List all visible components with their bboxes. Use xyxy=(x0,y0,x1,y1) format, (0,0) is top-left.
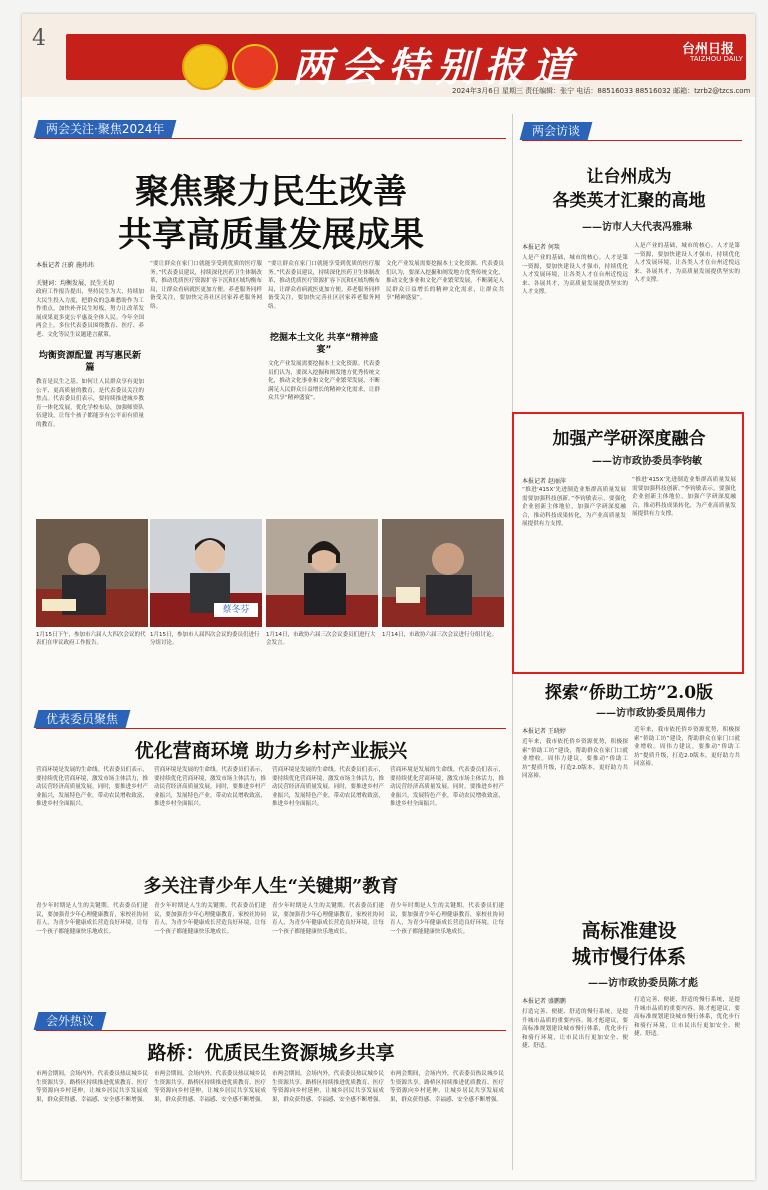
article-2-title: 加强产学研深度融合 xyxy=(552,429,706,449)
article-3-title: 探索“侨助工坊”2.0版 xyxy=(544,683,714,703)
article-2-subtitle: ——访市政协委员李钧敏 xyxy=(592,456,702,467)
cppcc-emblem-icon xyxy=(232,44,278,90)
article-column: “要让群众在家门口就能享受到优质的医疗服务。”代表委员建议，持续深化医药卫生体制改革，推动优质医疗资源扩容下沉和区域均衡布局，让群众看病就医更加方便。养老服务同样备受关注，要加快完善社区居家养老服务网络。 xyxy=(150,261,262,310)
article-column: 近年来，我市依托侨乡资源优势，积极探索“侨助工坊”建设，帮助群众在家门口就业增收。周伟力建议，要推动“侨助工坊”提质升级，打造2.0版本，更好助力共同富裕。 xyxy=(634,727,740,768)
article-column: 营商环境是发展的生命线。代表委员们表示，要持续优化营商环境，激发市场主体活力，推动民营经济高质量发展。同时，要推进乡村产业振兴，发展特色产业，带动农民增收致富，推进乡村全面振兴。 xyxy=(390,767,504,808)
article-column: 打造完善、便捷、舒适的慢行系统，是提升城市品质的重要内容。陈才彪建议，要高标准规划建设城市慢行体系，优化步行和骑行环境，让市民出行更加安全、便捷、舒适。 xyxy=(634,997,740,1038)
name-card: 蔡冬芬 xyxy=(214,603,258,617)
section-divider xyxy=(36,138,506,139)
article-column: 市两会期间，会场内外，代表委员热议城乡民生资源共享。路桥区持续推进优质教育、医疗等资源向乡村延伸，让城乡居民共享发展成果，群众获得感、幸福感、安全感不断增强。 xyxy=(272,1071,384,1103)
article-4-subtitle: ——访市政协委员陈才彪 xyxy=(588,978,698,989)
article-column: 青少年时期是人生的关键期。代表委员们建议，要加强青少年心理健康教育，家校社协同育人，为青少年健康成长营造良好环境，让每一个孩子都能健康快乐地成长。 xyxy=(390,903,504,935)
national-emblem-icon xyxy=(182,44,228,90)
headline-1: 聚焦聚力民生改善 xyxy=(135,172,407,212)
article-column: 文化产业发展需要挖掘本土文化资源。代表委员们认为，要深入挖掘和阐发地方优秀传统文化，推动文化事业和文化产业繁荣发展，不断满足人民群众日益增长的精神文化需求，让群众共享“精神盛宴”。 xyxy=(386,261,504,302)
headline-3: 优化营商环境 助力乡村产业振兴 xyxy=(134,740,408,762)
photo-4 xyxy=(382,519,504,627)
paper-name-en: TAIZHOU DAILY xyxy=(690,55,743,63)
photo-2 xyxy=(150,519,262,627)
article-1-title-1: 让台州成为 xyxy=(586,167,672,187)
article-column: 市两会期间，会场内外，代表委员热议城乡民生资源共享。路桥区持续推进优质教育、医疗等资源向乡村延伸，让城乡居民共享发展成果，群众获得感、幸福感、安全感不断增强。 xyxy=(390,1071,504,1103)
photo-caption: 1月14日，市政协六届三次会议委员们进行大会发言。 xyxy=(266,632,376,646)
photo-caption: 1月15日下午，参加市六届人大四次会议的代表们在审议政府工作报告。 xyxy=(36,632,146,646)
article-4-title-1: 高标准建设 xyxy=(581,920,677,942)
headline-5: 路桥：优质民生资源城乡共享 xyxy=(147,1042,395,1064)
masthead-title: 两会特别报道 xyxy=(292,44,580,91)
article-column: 市两会期间，会场内外，代表委员热议城乡民生资源共享。路桥区持续推进优质教育、医疗等资源向乡村延伸，让城乡居民共享发展成果，群众获得感、幸福感、安全感不断增强。 xyxy=(36,1071,148,1103)
article-column: “推进‘415X’先进制造业集群高质量发展需要加强科技创新。”李钧敏表示，要强化企业创新主体地位，加强产学研深度融合，推动科技成果转化，为产业高质量发展提供有力支撑。 xyxy=(522,487,626,528)
article-column: 青少年时期是人生的关键期。代表委员们建议，要加强青少年心理健康教育，家校社协同育人，为青少年健康成长营造良好环境，让每一个孩子都能健康快乐地成长。 xyxy=(36,903,148,935)
article-3-subtitle: ——访市政协委员周伟力 xyxy=(596,708,706,719)
article-column: 打造完善、便捷、舒适的慢行系统，是提升城市品质的重要内容。陈才彪建议，要高标准规划建设城市慢行体系，优化步行和骑行环境，让市民出行更加安全、便捷、舒适。 xyxy=(522,1009,628,1050)
paper-name: 台州日报 xyxy=(682,42,735,57)
article-1-subtitle: ——访市人大代表冯雅琳 xyxy=(582,222,692,233)
subheading: 均衡资源配置 再写惠民新篇 xyxy=(38,351,142,373)
section-tag: 优表委员聚焦 xyxy=(34,710,131,728)
byline: 本报记者 盛鹏鹏 xyxy=(522,998,566,1005)
byline: 本报记者 汪蔚 施玮玮 xyxy=(36,262,94,269)
byline: 本报记者 王晓婷 xyxy=(522,728,566,735)
photo-1 xyxy=(36,519,148,627)
article-column: 市两会期间，会场内外，代表委员热议城乡民生资源共享。路桥区持续推进优质教育、医疗等资源向乡村延伸，让城乡居民共享发展成果，群众获得感、幸福感、安全感不断增强。 xyxy=(154,1071,266,1103)
article-column: 人是产业的基础，城市的核心。人才是第一资源，要加快建设人才强市，持续优化人才发展环境，让各类人才在台州近悦远来、各展其才，为高质量发展提供坚实的人才支撑。 xyxy=(522,255,628,296)
newspaper-page xyxy=(22,14,755,1180)
subheading: 挖掘本土文化 共享“精神盛宴” xyxy=(269,333,379,355)
article-column: 人是产业的基础，城市的核心。人才是第一资源，要加快建设人才强市，持续优化人才发展环境，让各类人才在台州近悦远来、各展其才，为高质量发展提供坚实的人才支撑。 xyxy=(634,243,740,284)
section-divider xyxy=(36,1030,506,1031)
section-tag: 两会关注·聚焦2024年 xyxy=(34,120,177,138)
article-column: 青少年时期是人生的关键期。代表委员们建议，要加强青少年心理健康教育，家校社协同育人，为青少年健康成长营造良好环境，让每一个孩子都能健康快乐地成长。 xyxy=(272,903,384,935)
article-column: “推进‘415X’先进制造业集群高质量发展需要加强科技创新。”李钧敏表示，要强化企业创新主体地位，加强产学研深度融合，推动科技成果转化，为产业高质量发展提供有力支撑。 xyxy=(632,477,736,518)
headline-2: 共享高质量发展成果 xyxy=(118,215,424,255)
article-4-title-2: 城市慢行体系 xyxy=(571,946,686,968)
photo-caption: 1月15日，参加市人届四次会议的委员们进行分组讨论。 xyxy=(150,632,260,646)
byline: 本报记者 何琰 xyxy=(522,244,560,251)
page-number: 4 xyxy=(32,26,46,51)
section-divider xyxy=(522,140,742,141)
section-tag: 两会访谈 xyxy=(520,122,593,140)
byline: 本报记者 赵丽萍 xyxy=(522,478,566,485)
article-column: 青少年时期是人生的关键期。代表委员们建议，要加强青少年心理健康教育，家校社协同育人，为青少年健康成长营造良好环境，让每一个孩子都能健康快乐地成长。 xyxy=(154,903,266,935)
article-column: 营商环境是发展的生命线。代表委员们表示，要持续优化营商环境，激发市场主体活力，推动民营经济高质量发展。同时，要推进乡村产业振兴，发展特色产业，带动农民增收致富，推进乡村全面振兴。 xyxy=(36,767,148,808)
date-line: 2024年3月6日 星期三 责任编辑：张宁 电话：88516033 88516032 邮箱：tzrb2@tzcs.com xyxy=(452,87,751,95)
article-column: 营商环境是发展的生命线。代表委员们表示，要持续优化营商环境，激发市场主体活力，推动民营经济高质量发展。同时，要推进乡村产业振兴，发展特色产业，带动农民增收致富，推进乡村全面振兴。 xyxy=(154,767,266,808)
article-1-title-2: 各类英才汇聚的高地 xyxy=(552,191,706,211)
article-column: 教育是民生之基。如何让人民群众享有更加公平、更高质量的教育，是代表委员关注的焦点。代表委员们表示，要持续推进城乡教育一体化发展，优化学校布局，加强师资队伍建设，让每个孩子都能享有公平而有质量的教育。 xyxy=(36,379,144,428)
photo-3 xyxy=(266,519,378,627)
keywords: 关键词：均衡发展、民生关切 xyxy=(36,280,115,287)
article-column: 政府工作报告提出，坚持民生为大，持续加大民生投入力度，把群众的急难愁盼作为工作重点，加快补齐民生短板，努力让改革发展成果更多更公平惠及全体人民。今年全国两会上，多位代表委员围绕教育、医疗、养老、文化等民生议题建言献策。 xyxy=(36,289,144,338)
section-tag: 会外热议 xyxy=(34,1012,107,1030)
article-column: 近年来，我市依托侨乡资源优势，积极探索“侨助工坊”建设，帮助群众在家门口就业增收。周伟力建议，要推动“侨助工坊”提质升级，打造2.0版本，更好助力共同富裕。 xyxy=(522,739,628,780)
article-column: 文化产业发展需要挖掘本土文化资源。代表委员们认为，要深入挖掘和阐发地方优秀传统文化，推动文化事业和文化产业繁荣发展，不断满足人民群众日益增长的精神文化需求，让群众共享“精神盛宴”。 xyxy=(268,361,380,402)
section-divider xyxy=(36,728,506,729)
headline-4: 多关注青少年人生“关键期”教育 xyxy=(143,876,399,897)
photo-caption: 1月14日，市政协六届三次会议进行分组讨论。 xyxy=(382,632,497,638)
article-column: “要让群众在家门口就能享受到优质的医疗服务。”代表委员建议，持续深化医药卫生体制改革，推动优质医疗资源扩容下沉和区域均衡布局，让群众看病就医更加方便。养老服务同样备受关注，要加快完善社区居家养老服务网络。 xyxy=(268,261,380,310)
article-column: 营商环境是发展的生命线。代表委员们表示，要持续优化营商环境，激发市场主体活力，推动民营经济高质量发展。同时，要推进乡村产业振兴，发展特色产业，带动农民增收致富，推进乡村全面振兴。 xyxy=(272,767,384,808)
